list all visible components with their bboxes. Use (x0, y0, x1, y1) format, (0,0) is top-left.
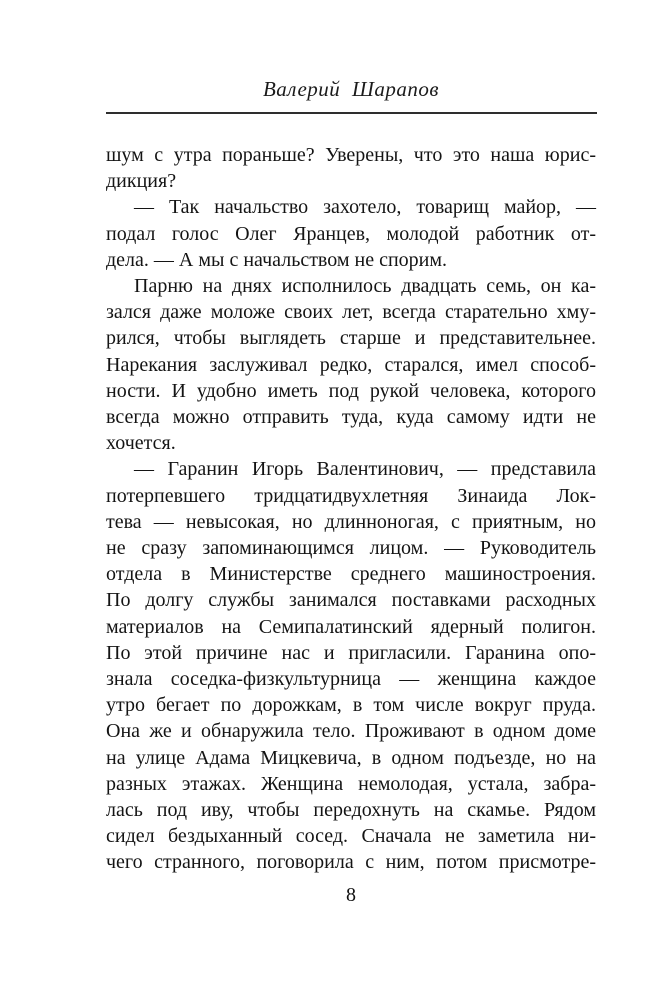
text-line: всегда можно отправить туда, куда самому идти не (106, 406, 596, 429)
text-line: знала соседка-физкультурница — женщина каждое (106, 668, 596, 691)
text-line: подал голос Олег Яранцев, молодой работник от- (106, 222, 596, 245)
page-number: 8 (346, 884, 356, 906)
text-line: отдела в Министерстве среднего машиностроения. (106, 563, 596, 586)
text-line: тева — невысокая, но длинноногая, с приятным, но (106, 510, 596, 533)
running-header-author: Валерий Шарапов (262, 77, 440, 101)
text-line: материалов на Семипалатинский ядерный полигон. (106, 615, 596, 638)
text-line: дела. — А мы с начальством не спорим. (106, 248, 448, 271)
text-line: не сразу запоминающимся лицом. — Руководитель (106, 537, 596, 560)
text-line: на улице Адама Мицкевича, в одном подъезде, но на (106, 746, 596, 769)
text-line: шум с утра пораньше? Уверены, что это наша юрис- (106, 144, 596, 166)
text-line: ности. И удобно иметь под рукой человека, которого (106, 379, 596, 402)
header-divider (106, 112, 597, 114)
text-line: — Так начальство захотело, товарищ майор, — (134, 196, 596, 219)
text-line: Она же и обнаружила тело. Проживают в одном доме (106, 720, 596, 743)
text-line: зался даже моложе своих лет, всегда старательно хму- (106, 301, 596, 324)
text-line: Парню на днях исполнилось двадцать семь, он ка- (134, 275, 596, 298)
text-line: утро бегает по дорожкам, в том числе вокруг пруда. (106, 694, 596, 717)
text-line: разных этажах. Женщина немолодая, устала, забра- (106, 772, 596, 795)
text-line: дикция? (106, 170, 177, 193)
text-line: хочется. (106, 432, 176, 455)
text-line: потерпевшего тридцатидвухлетняя Зинаида Лок- (106, 484, 596, 507)
page-text (106, 142, 596, 876)
text-line: сидел бездыханный сосед. Сначала не заметила ни- (106, 825, 596, 848)
text-line: рился, чтобы выглядеть старше и представительнее. (106, 327, 596, 350)
text-line: По этой причине нас и пригласили. Гаранина опо- (106, 641, 596, 664)
running-header (106, 76, 596, 102)
text-line: лась под иву, чтобы передохнуть на скамье. Рядом (106, 799, 596, 822)
text-line: — Гаранин Игорь Валентинович, — представила (134, 458, 596, 481)
text-line: Нарекания заслуживал редко, старался, имел способ- (106, 353, 596, 376)
text-line: По долгу службы занимался поставками расходных (106, 589, 596, 612)
text-line: чего странного, поговорила с ним, потом присмотре- (106, 851, 596, 874)
